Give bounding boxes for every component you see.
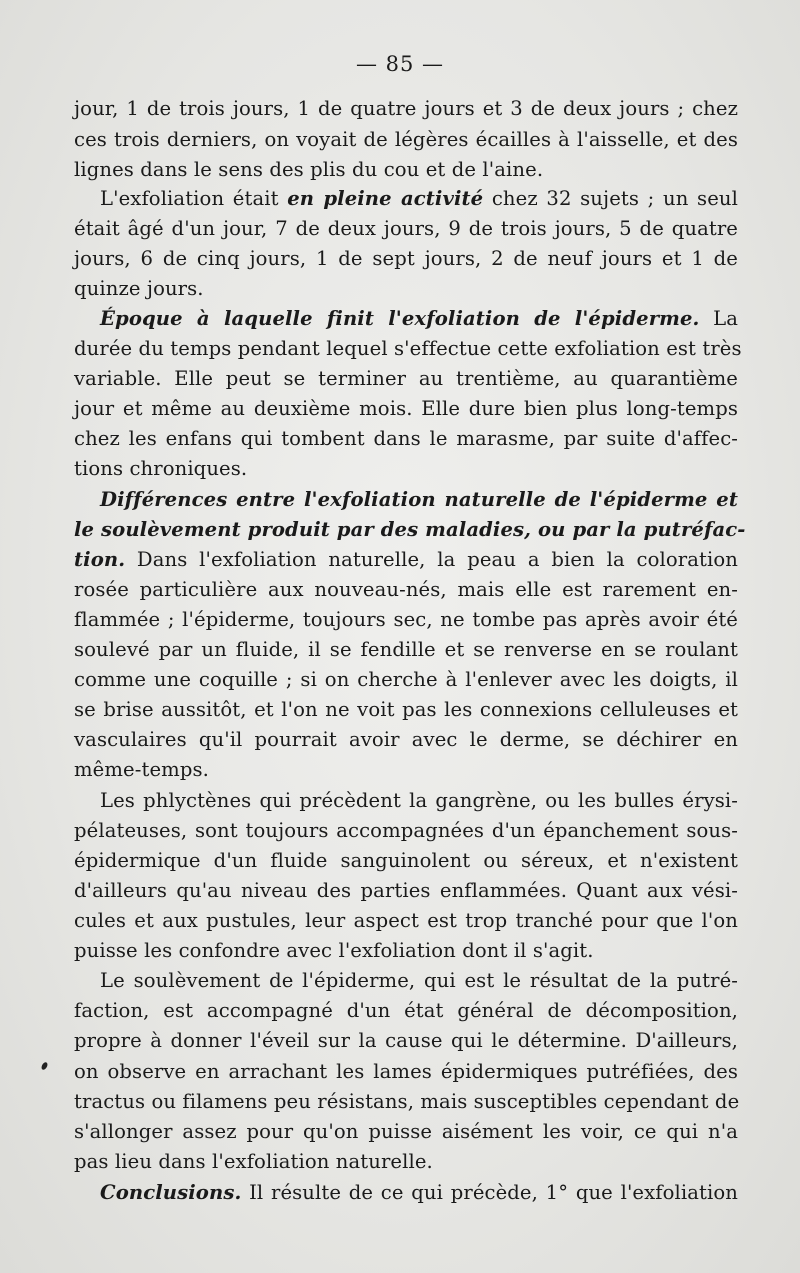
text-line: faction, est accompagné d'un état général de décomposition, bbox=[74, 999, 738, 1022]
text-line: tractus ou filamens peu résistans, mais susceptibles cependant de bbox=[74, 1090, 740, 1113]
text-line: flammée ; l'épiderme, toujours sec, ne tombe pas après avoir été bbox=[74, 608, 738, 631]
text-line bbox=[74, 515, 746, 545]
emphasis: en pleine activité bbox=[287, 187, 484, 210]
text-line: Les phlyctènes qui précèdent la gangrène, ou les bulles érysi- bbox=[100, 789, 738, 812]
text-line: on observe en arrachant les lames épidermiques putréfiées, des bbox=[74, 1060, 738, 1083]
text-line: jour et même au deuxième mois. Elle dure bien plus long-temps bbox=[74, 397, 738, 420]
text-line: variable. Elle peut se terminer au trentième, au quarantième bbox=[74, 367, 738, 390]
emphasis: Différences entre l'exfoliation naturelle de l'épiderme et bbox=[100, 488, 738, 511]
text-line: tion. Dans l'exfoliation naturelle, la peau a bien la coloration bbox=[74, 548, 738, 571]
text-line: chez les enfans qui tombent dans le marasme, par suite d'affec- bbox=[74, 427, 738, 450]
text-line: même-temps. bbox=[74, 758, 209, 781]
emphasis: Époque à laquelle finit l'exfoliation de l'épiderme. bbox=[100, 307, 700, 330]
text-line: était âgé d'un jour, 7 de deux jours, 9 de trois jours, 5 de quatre bbox=[74, 217, 738, 240]
text-line: propre à donner l'éveil sur la cause qui le détermine. D'ailleurs, bbox=[74, 1029, 738, 1052]
section-heading: Époque à laquelle finit l'exfoliation de l'épiderme. La bbox=[100, 307, 738, 330]
text-line: pélateuses, sont toujours accompagnées d'un épanchement sous- bbox=[74, 819, 738, 842]
emphasis: tion. bbox=[74, 548, 126, 571]
text-line: L'exfoliation était en pleine activité chez 32 sujets ; un seul bbox=[100, 187, 738, 210]
text-line: comme une coquille ; si on cherche à l'enlever avec les doigts, il bbox=[74, 668, 738, 691]
page-number: — 85 — bbox=[355, 52, 445, 76]
text-line: jour, 1 de trois jours, 1 de quatre jours et 3 de deux jours ; chez bbox=[74, 97, 738, 120]
text-line: rosée particulière aux nouveau-nés, mais elle est rarement en- bbox=[74, 578, 738, 601]
text-line: durée du temps pendant lequel s'effectue cette exfoliation est très bbox=[74, 337, 742, 360]
text-line: pas lieu dans l'exfoliation naturelle. bbox=[74, 1150, 433, 1173]
text-line: ces trois derniers, on voyait de légères écailles à l'aisselle, et des bbox=[74, 128, 738, 151]
emphasis: Conclusions. bbox=[100, 1181, 242, 1204]
text-line: lignes dans le sens des plis du cou et de l'aine. bbox=[74, 158, 544, 181]
text-line: se brise aussitôt, et l'on ne voit pas les connexions celluleuses et bbox=[74, 698, 738, 721]
text-line: Le soulèvement de l'épiderme, qui est le résultat de la putré- bbox=[100, 969, 738, 992]
text-line: s'allonger assez pour qu'on puisse aisément les voir, ce qui n'a bbox=[74, 1120, 738, 1143]
text-line: d'ailleurs qu'au niveau des parties enflammées. Quant aux vési- bbox=[74, 879, 738, 902]
text-line: vasculaires qu'il pourrait avoir avec le derme, se déchirer en bbox=[74, 728, 738, 751]
text-line: puisse les confondre avec l'exfoliation dont il s'agit. bbox=[74, 939, 594, 962]
text-line: soulevé par un fluide, il se fendille et se renverse en se roulant bbox=[74, 638, 738, 661]
text-line: cules et aux pustules, leur aspect est trop tranché pour que l'on bbox=[74, 909, 738, 932]
text-line: quinze jours. bbox=[74, 277, 204, 300]
text-line: jours, 6 de cinq jours, 1 de sept jours, 2 de neuf jours et 1 de bbox=[74, 247, 738, 270]
ink-speck bbox=[40, 1061, 48, 1070]
text-line: tions chroniques. bbox=[74, 457, 248, 480]
section-heading bbox=[100, 485, 738, 515]
emphasis: le soulèvement produit par des maladies, ou par la putréfac- bbox=[74, 518, 746, 541]
section-heading: Conclusions. Il résulte de ce qui précède, 1° que l'exfoliation bbox=[100, 1181, 738, 1204]
text-line: épidermique d'un fluide sanguinolent ou séreux, et n'existent bbox=[74, 849, 738, 872]
